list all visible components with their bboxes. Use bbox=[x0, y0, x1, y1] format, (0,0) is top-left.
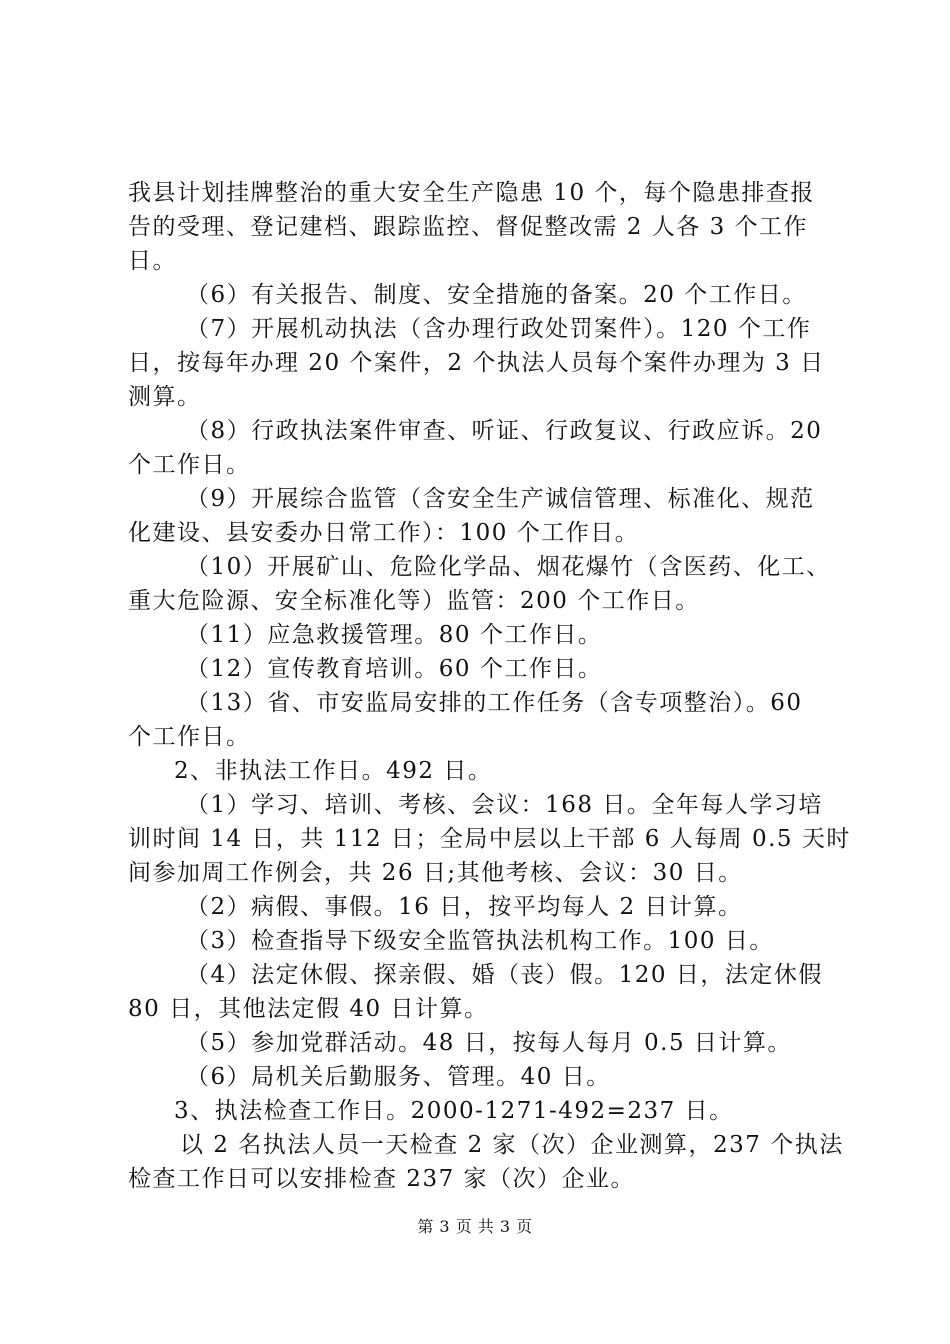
text-line-6: 日，按每年办理 20 个案件，2 个执法人员每个案件办理为 3 日 bbox=[128, 350, 825, 376]
text-line-9: 个工作日。 bbox=[128, 452, 251, 478]
text-line-7: 测算。 bbox=[128, 384, 202, 410]
text-line-20: 训时间 14 日，共 112 日；全局中层以上干部 6 人每周 0.5 天时 bbox=[128, 826, 851, 852]
item-11-emergency-rescue: （11）应急救援管理。80 个工作日。 bbox=[186, 622, 603, 648]
text-line-11: 化建设、县安委办日常工作）：100 个工作日。 bbox=[128, 520, 640, 546]
item-2-sick-leave: （2）病假、事假。16 日，按平均每人 2 日计算。 bbox=[186, 894, 743, 920]
item-9-comprehensive-supervision: （9）开展综合监管（含安全生产诚信管理、标准化、规范 bbox=[186, 486, 815, 512]
item-6-filing: （6）有关报告、制度、安全措施的备案。20 个工作日。 bbox=[186, 282, 807, 308]
text-line-2: 告的受理、登记建档、跟踪监控、督促整改需 2 人各 3 个工作 bbox=[128, 214, 809, 240]
item-1-study-training: （1）学习、培训、考核、会议：168 日。全年每人学习培 bbox=[186, 792, 823, 818]
item-12-training: （12）宣传教育培训。60 个工作日。 bbox=[186, 656, 603, 682]
item-13-provincial-tasks: （13）省、市安监局安排的工作任务（含专项整治）。60 bbox=[186, 690, 803, 716]
conclusion-paragraph: 以 2 名执法人员一天检查 2 家（次）企业测算，237 个执法 bbox=[180, 1132, 844, 1158]
item-6-logistics: （6）局机关后勤服务、管理。40 日。 bbox=[186, 1064, 611, 1090]
item-4-legal-holidays: （4）法定休假、探亲假、婚（丧）假。120 日，法定休假 bbox=[186, 962, 823, 988]
text-line-25: 80 日，其他法定假 40 日计算。 bbox=[128, 996, 489, 1022]
item-5-party-activities: （5）参加党群活动。48 日，按每人每月 0.5 日计算。 bbox=[186, 1030, 792, 1056]
text-line-13: 重大危险源、安全标准化等）监管：200 个工作日。 bbox=[128, 588, 700, 614]
item-3-inspection-guidance: （3）检查指导下级安全监管执法机构工作。100 日。 bbox=[186, 928, 774, 954]
section-3-heading: 3、执法检查工作日。2000-1271-492=237 日。 bbox=[174, 1098, 734, 1124]
item-10-mining-chemicals: （10）开展矿山、危险化学品、烟花爆竹（含医药、化工、 bbox=[186, 554, 831, 580]
page-footer: 第 3 页 共 3 页 bbox=[417, 1217, 533, 1236]
item-8-case-review: （8）行政执法案件审查、听证、行政复议、行政应诉。20 bbox=[186, 418, 823, 444]
section-2-heading: 2、非执法工作日。492 日。 bbox=[174, 758, 493, 784]
item-7-mobile-enforcement: （7）开展机动执法（含办理行政处罚案件）。120 个工作 bbox=[186, 316, 812, 342]
document-body bbox=[128, 176, 851, 1196]
text-line-1: 我县计划挂牌整治的重大安全生产隐患 10 个，每个隐患排查报 bbox=[128, 180, 815, 206]
text-line-30: 检查工作日可以安排检查 237 家（次）企业。 bbox=[128, 1166, 636, 1192]
text-line-3: 日。 bbox=[128, 248, 177, 274]
text-line-21: 间参加周工作例会，共 26 日;其他考核、会议：30 日。 bbox=[128, 860, 743, 886]
text-line-17: 个工作日。 bbox=[128, 724, 251, 750]
